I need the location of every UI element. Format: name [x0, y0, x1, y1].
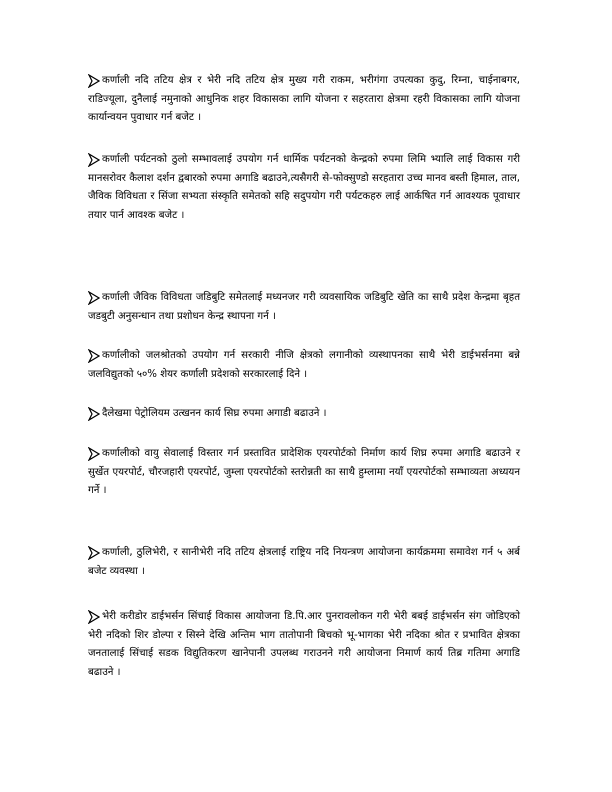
bullet-text: कर्णालीको जलश्रोतको उपयोग गर्न सरकारी नीजि क्षेत्रको लगानीको व्यस्थापनका साथै भेरी डाईभर्सनमा बन्ने जलविद्युतको ५०% शेयर कर्णाली प्रदेशको सरकारलाई दिने ।	[88, 350, 520, 380]
bullet-item	[88, 289, 520, 326]
bullet-item	[88, 347, 520, 384]
bullet-text: कर्णाली जैविक विविधता जडिबुटि समेतलाई मध्यनजर गरी व्यवसायिक जडिबुटि खेति का साथै प्रदेश केन्द्रमा बृहत जडबुटी अनुसन्धान तथा प्रशोधन केन्द्र स्थापना गर्न ।	[88, 292, 520, 322]
arrow-bullet-icon	[88, 546, 100, 560]
bullet-text: कर्णाली, ठुलिभेरी, र सानीभेरी नदि तटिय क्षेत्रलाई राष्ट्रिय नदि नियन्त्रण आयोजना कार्यक्रममा समावेश गर्न ५ अर्ब बजेट व्यवस्था ।	[88, 547, 520, 577]
arrow-bullet-icon	[88, 407, 100, 421]
arrow-bullet-icon	[88, 153, 100, 167]
bullet-item	[88, 405, 520, 424]
arrow-bullet-icon	[88, 610, 100, 624]
arrow-bullet-icon	[88, 349, 100, 363]
bullet-item	[88, 72, 520, 128]
arrow-bullet-icon	[88, 447, 100, 461]
bullet-item	[88, 445, 520, 501]
arrow-bullet-icon	[88, 291, 100, 305]
bullet-text: भेरी करीडोर डाईभर्सन सिंचाई विकास आयोजना डि.पि.आर पुनरावलोकन गरी भेरी बबई डाईभर्सन संग जोडिएको भेरी नदिको शिर डोल्पा र सिस्ने देखि अन्तिम भाग तातोपानी बिचको भू-भागका भेरी नदिका श्रोत र प्रभावित क्षेत्रका जनतालाई सिंचाई सडक विद्युतिकरण खानेपानी उपलब्ध गराउनने गरी आयोजना निमार्ण कार्य तिब्र गतिमा अगाडि बढाउने ।	[88, 611, 520, 678]
bullet-text: दैलेखमा पेट्रोलियम उत्खनन कार्य सिघ्र रुपमा अगाडी बढाउने ।	[102, 408, 327, 419]
bullet-item	[88, 151, 520, 225]
bullet-item	[88, 608, 520, 682]
arrow-bullet-icon	[88, 74, 100, 88]
bullet-text: कर्णालीको वायु सेवालाई विस्तार गर्न प्रस्तावित प्रादेशिक एयरपोर्टको निर्माण कार्य शिघ्र रुपमा अगाडि बढाउने र सुर्खेत एयरपोर्ट, चौरजहारी एयरपोर्ट, जुम्ला एयरपोर्टको स्तरोन्नती का साथै हुम्लामा नयाँ एयरपोर्टको सम्भाव्यता अध्ययन गर्ने ।	[88, 448, 520, 496]
bullet-text: कर्णाली पर्यटनको ठुलो सम्भावलाई उपयोग गर्न धार्मिक पर्यटनको केन्द्रको रुपमा लिमि भ्यालि लाई विकास गरी मानसरोवर कैलाश दर्शन द्वबारको रुपमा अगाडि बढाउने,त्यसैगरी से-फोक्सुण्डो सरहतारा उच्च मानव बस्ती हिमाल, ताल, जैविक विविधता र सिंजा सभ्यता संस्कृति समेतको सहि सदुपयोग गरी पर्यटकहरु लाई आर्कषित गर्न आवश्यक पूवाधार तयार पार्न आवश्क बजेट ।	[88, 154, 520, 221]
bullet-item	[88, 544, 520, 581]
bullet-text: कर्णाली नदि तटिय क्षेत्र र भेरी नदि तटिय क्षेत्र मुख्य गरी राकम, भरीगंगा उपत्यका कुदु, रिम्ना, चाईनाबगर, राडिज्यूला, दुनैलाई नमुनाको आधुनिक शहर विकासका लागि योजना र सहरतारा क्षेत्रमा रहरी विकासका लागि योजना कार्यान्वयन पुवाधार गर्न बजेट ।	[88, 75, 520, 123]
